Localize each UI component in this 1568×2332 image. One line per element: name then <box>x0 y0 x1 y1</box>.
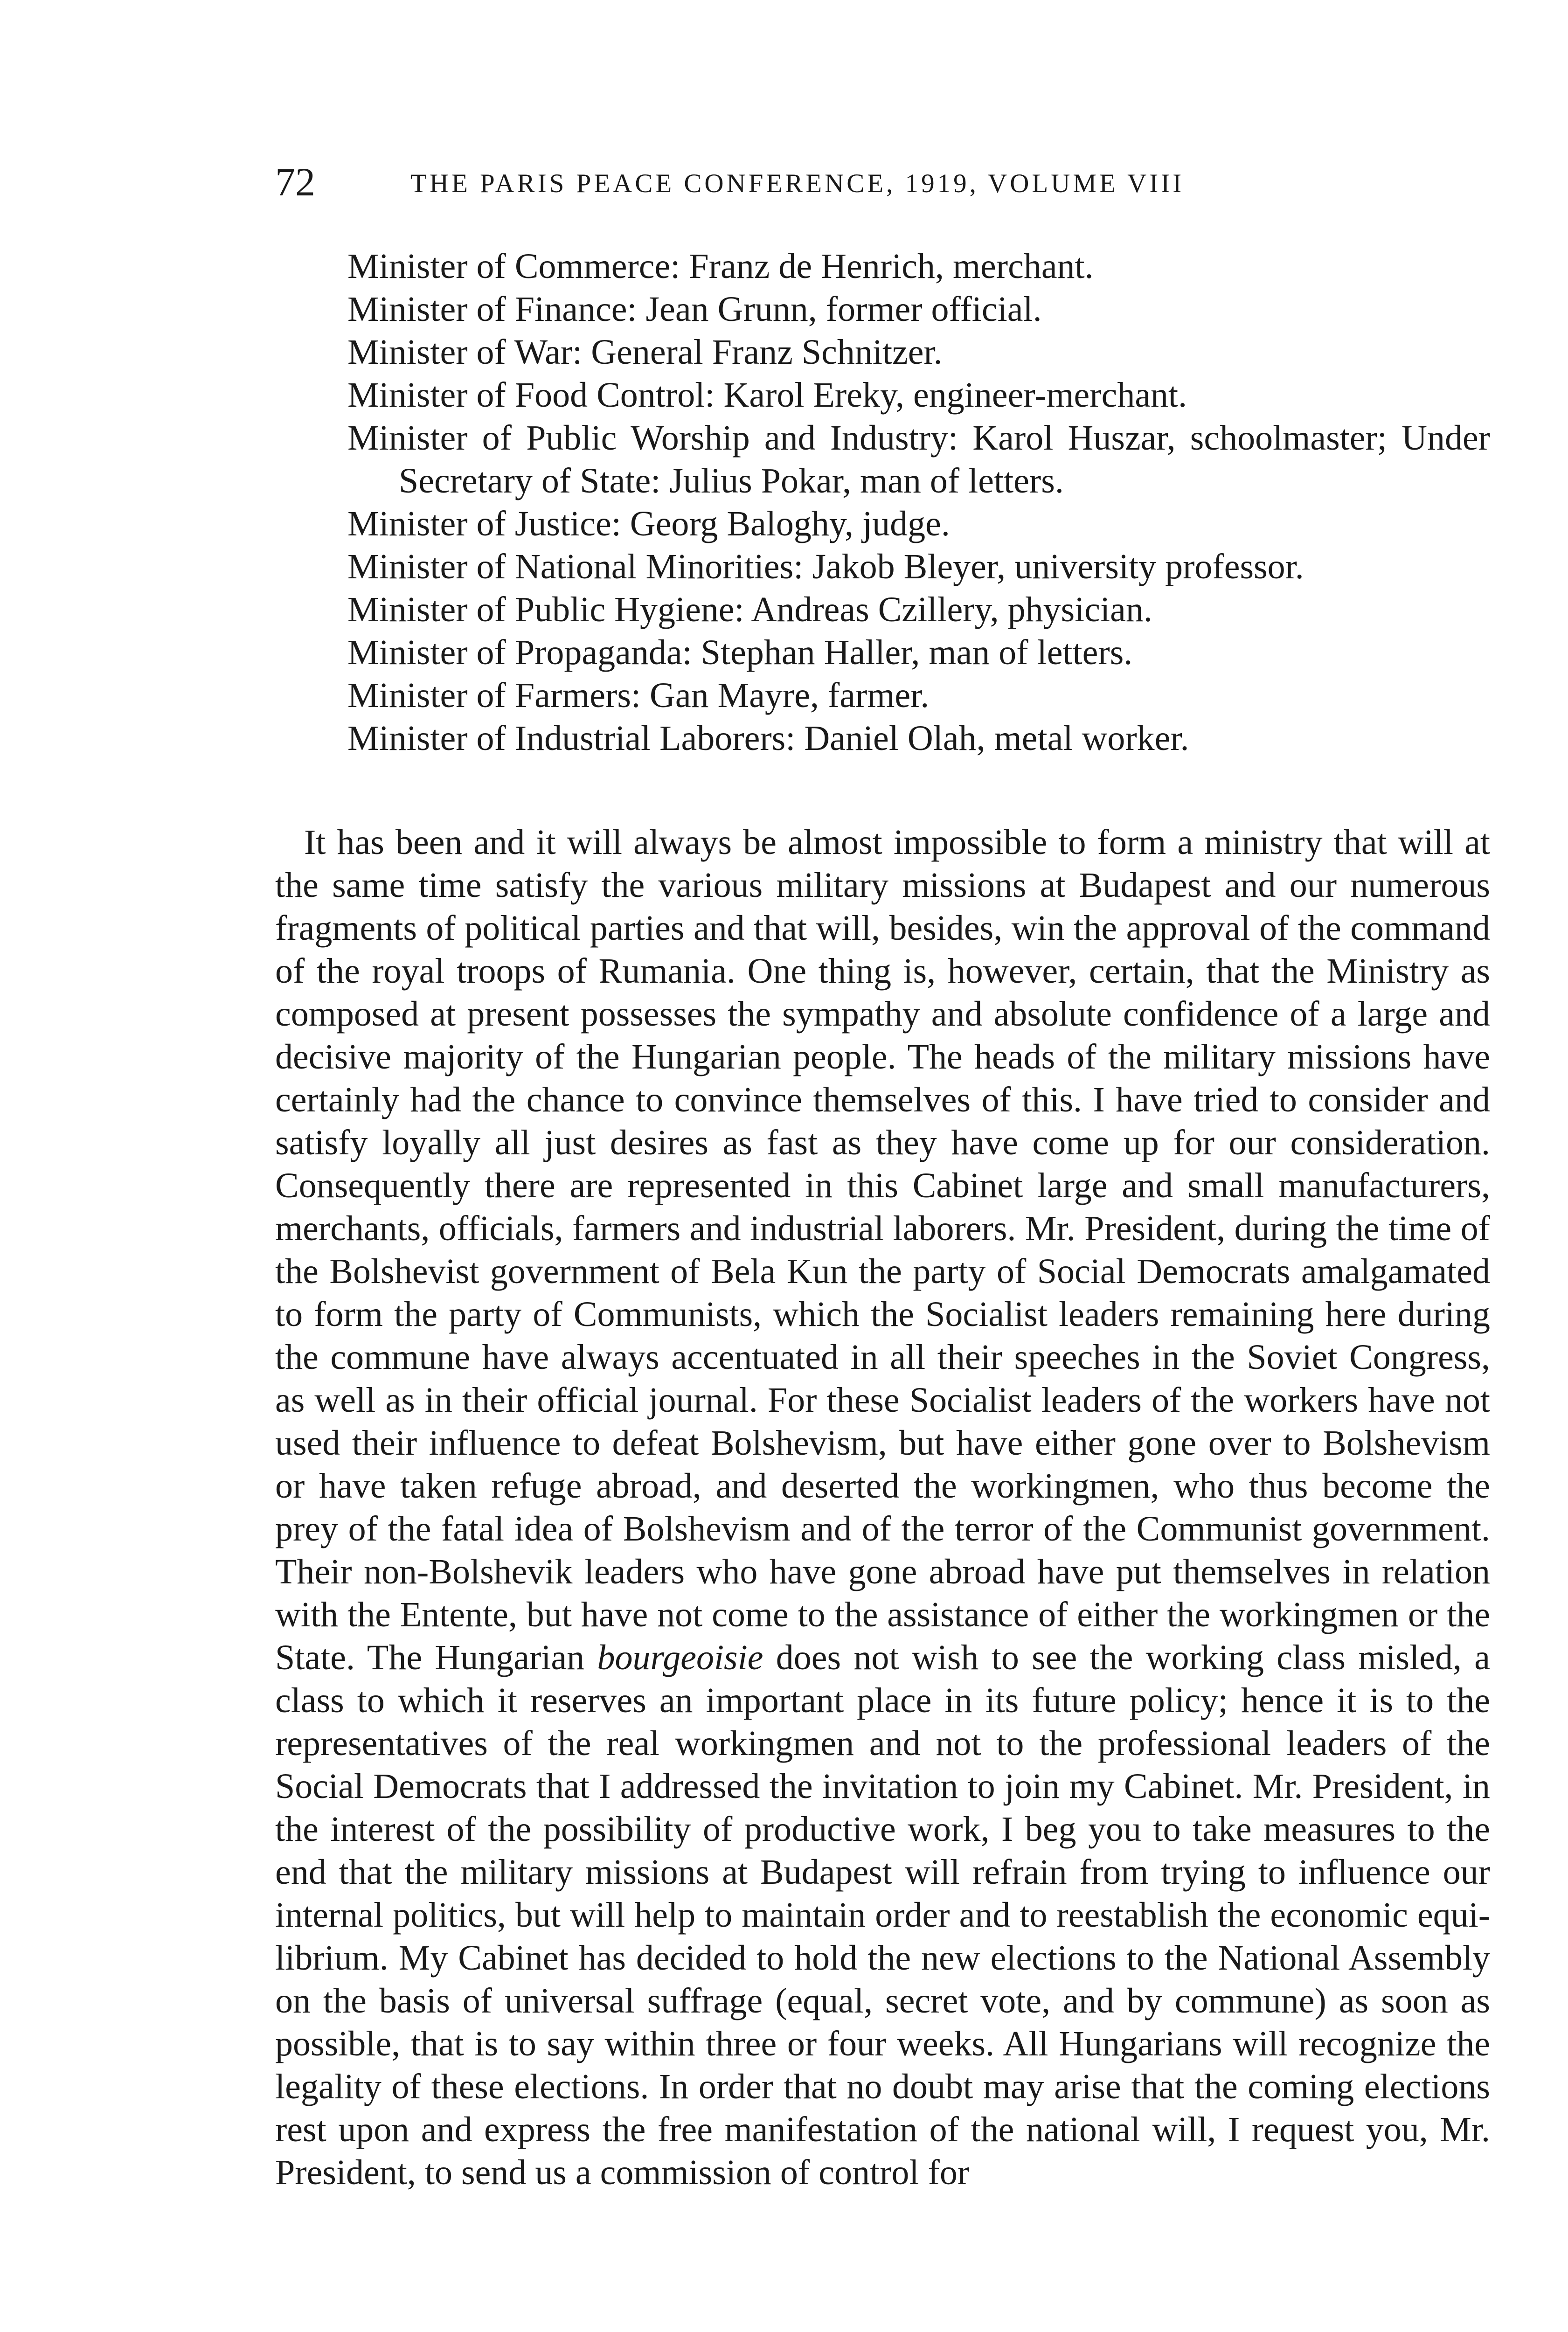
minister-entry-commerce: Minister of Commerce: Franz de Henrich, merchant. <box>347 247 1094 286</box>
minister-entry-industrial-laborers: Minister of Industrial Laborers: Daniel Olah, metal worker. <box>347 719 1189 758</box>
paragraph-text-part-2: does not wish to see the working class misled, a class to which it reserves an important place in its future policy; hence it is to the representatives of the real workingmen and not to the professional leaders of the Social Democrats that I addressed the invitation to join my Cabinet. Mr. President, in the interest of the possibility of productive work, I beg you to take measures to the end that the military missions at Budapest will refrain from trying to influence our internal politics, but will help to maintain order and to reestablish the economic equilibrium. My Cabinet has decided to hold the new elections to the National Assembly on the basis of universal suffrage (equal, secret vote, and by commune) as soon as possible, that is to say within three or four weeks. All Hungarians will recognize the legality of these elections. In order that no doubt may arise that the coming elections rest upon and express the free manifestation of the national will, I request you, Mr. President, to send us a commission of control for <box>275 1638 1490 2192</box>
running-head <box>275 159 1511 215</box>
minister-entry-public-hygiene: Minister of Public Hygiene: Andreas Czillery, physician. <box>347 590 1152 629</box>
paragraph-text-part-1: It has been and it will always be almost impossible to form a ministry that will at the same time satisfy the various military missions at Budapest and our numerous fragments of political parties and that will, besides, win the approval of the command of the royal troops of Rumania. One thing is, however, certain, that the Ministry as composed at present possesses the sympathy and absolute confidence of a large and decisive majority of the Hungarian people. The heads of the military missions have certainly had the chance to convince themselves of this. I have tried to consider and satisfy loyally all just desires as fast as they have come up for our consideration. Consequently there are represented in this Cabinet large and small manufacturers, merchants, officials, farmers and industrial laborers. Mr. President, during the time of the Bolshevist government of Bela Kun the party of Social Democrats amalgamated to form the party of Communists, which the Socialist leaders remaining here during the commune have always accentuated in all their speeches in the Soviet Congress, as well as in their official journal. For these Socialist leaders of the workers have not used their influence to defeat Bolshevism, but have either gone over to Bolshevism or have taken refuge abroad, and deserted the workingmen, who thus become the prey of the fatal idea of Bolshevism and of the terror of the Communist government. Their non-Bolshevik leaders who have gone abroad have put themselves in relation with the Entente, but have not come to the assistance of either the workingmen or the State. The Hungarian <box>275 823 1490 1677</box>
minister-entry-public-worship: Minister of Public Worship and Industry: Karol Huszar, schoolmaster; Under Secretary of State: Julius Pokar, man of letters. <box>347 418 1490 500</box>
minister-entry-justice: Minister of Justice: Georg Baloghy, judge. <box>347 504 950 543</box>
body-paragraph <box>275 821 1490 2194</box>
minister-entry-propaganda: Minister of Propaganda: Stephan Haller, man of letters. <box>347 633 1133 672</box>
running-title: THE PARIS PEACE CONFERENCE, 1919, VOLUME VIII <box>410 169 1185 198</box>
minister-entry-national-minorities: Minister of National Minorities: Jakob Bleyer, university professor. <box>347 547 1304 586</box>
minister-entry-food-control: Minister of Food Control: Karol Ereky, engineer-merchant. <box>347 375 1187 415</box>
minister-entry-war: Minister of War: General Franz Schnitzer. <box>347 333 943 372</box>
italic-word: bourgeoisie <box>597 1638 763 1677</box>
minister-entry-finance: Minister of Finance: Jean Grunn, former official. <box>347 290 1042 329</box>
minister-entry-farmers: Minister of Farmers: Gan Mayre, farmer. <box>347 676 930 715</box>
page-number: 72 <box>275 160 315 204</box>
minister-list <box>347 245 1490 760</box>
